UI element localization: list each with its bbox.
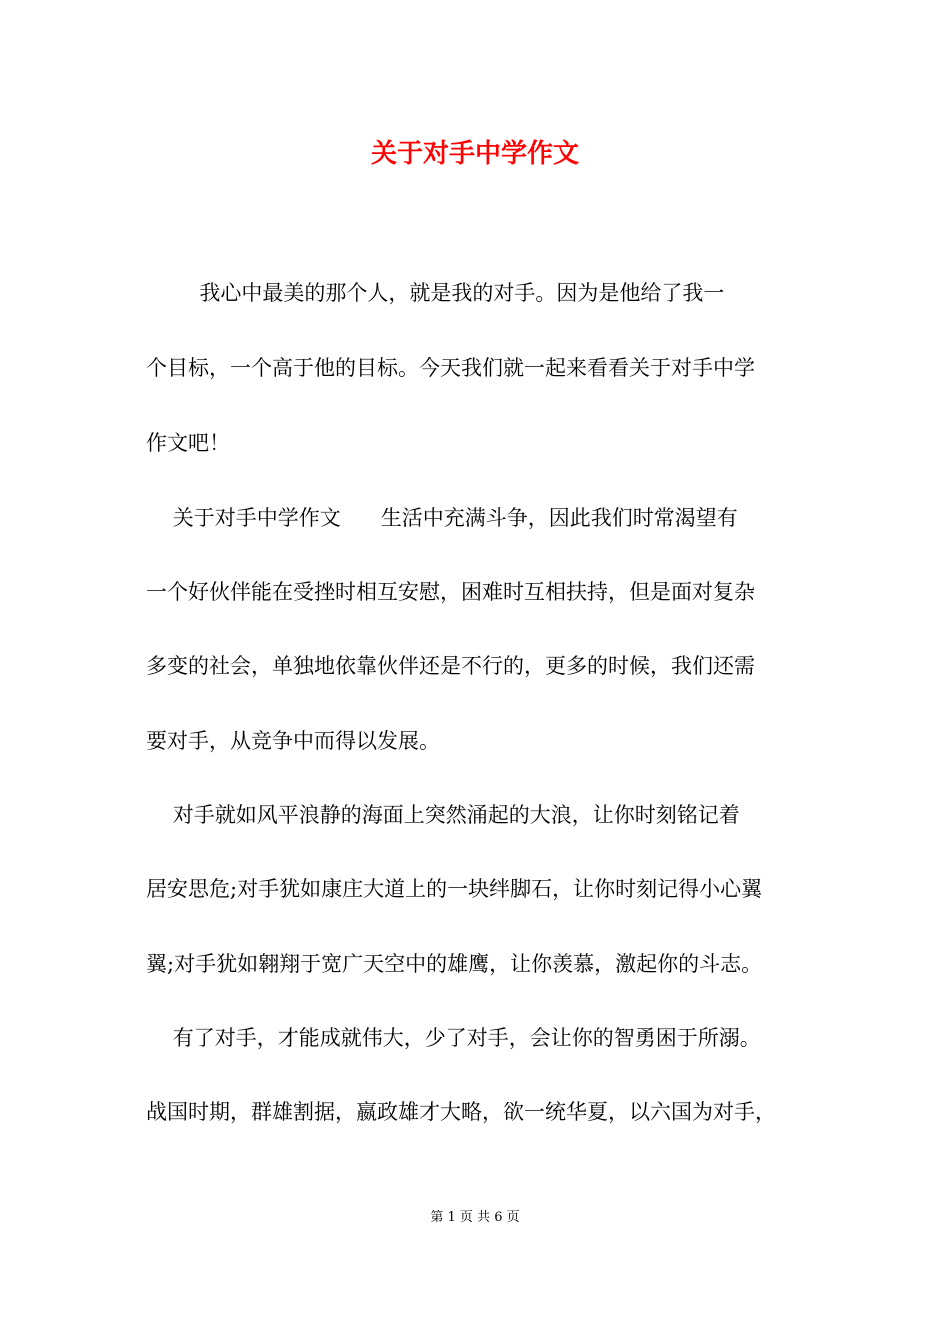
document-title: 关于对手中学作文: [370, 139, 579, 169]
body-line: 有了对手，才能成就伟大，少了对手，会让你的智勇困于所溺。: [146, 1026, 761, 1050]
body-line: 个目标，一个高于他的目标。今天我们就一起来看看关于对手中学: [146, 356, 755, 380]
page-number-footer: 第 1 页 共 6 页: [430, 1210, 520, 1225]
body-line: 居安思危;对手犹如康庄大道上的一块绊脚石，让你时刻记得小心翼: [146, 877, 763, 901]
body-line: 战国时期，群雄割据，嬴政雄才大略，欲一统华夏，以六国为对手，: [146, 1100, 776, 1124]
body-line: 多变的社会，单独地依靠伙伴还是不行的，更多的时候，我们还需: [146, 654, 755, 678]
body-line: 一个好伙伴能在受挫时相互安慰，困难时互相扶持，但是面对复杂: [146, 580, 755, 604]
body-line: 我心中最美的那个人，就是我的对手。因为是他给了我一: [146, 281, 725, 305]
body-line: 要对手，从竞争中而得以发展。: [146, 729, 440, 753]
body-line: 对手就如风平浪静的海面上突然涌起的大浪，让你时刻铭记着: [146, 803, 740, 827]
body-line: 翼;对手犹如翱翔于宽广天空中的雄鹰，让你羡慕，激起你的斗志。: [146, 952, 763, 976]
body-line: 关于对手中学作文 生活中充满斗争，因此我们时常渴望有: [146, 506, 738, 530]
body-line: 作文吧！: [146, 431, 230, 455]
